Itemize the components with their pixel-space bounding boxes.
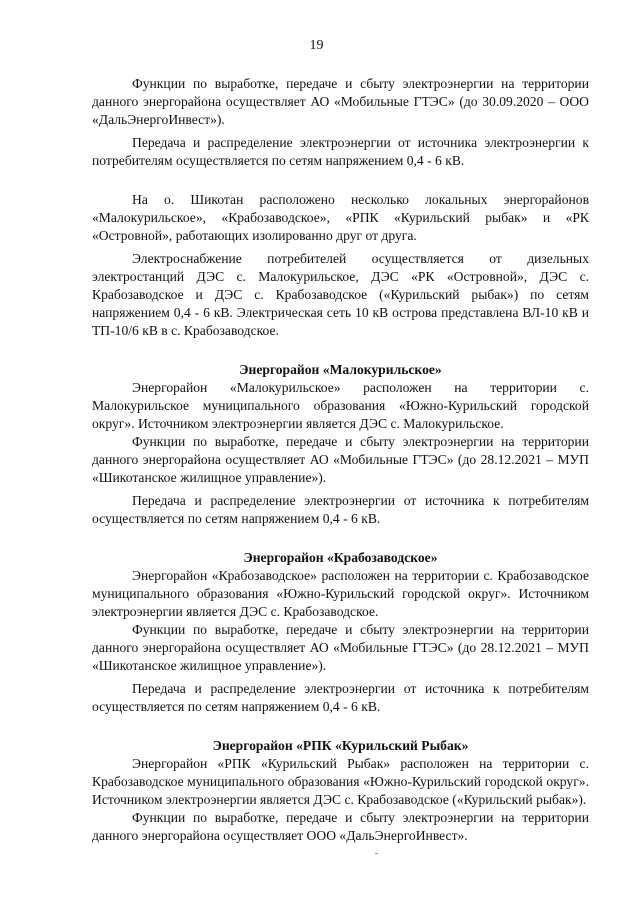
paragraph-malokurilskoe-functions: Функции по выработке, передаче и сбыту электроэнергии на территории данного энергорайона осуществляет АО «Мобильные ГТЭС» (до 28.12.2021 – МУП «Шикотанское жилищное управление»). bbox=[92, 434, 589, 485]
paragraph-krabozavodskoe-location: Энергорайон «Крабозаводское» расположен на территории с. Крабозаводское муниципального образования «Южно-Курильский городской округ». Источником электроэнергии является ДЭС с. Крабозаводское. bbox=[92, 568, 589, 619]
paragraph-malokurilskoe-location: Энергорайон «Малокурильское» расположен на территории с. Малокурильское муниципального образования «Южно-Курильский городской округ». Источником электроэнергии является ДЭС с. Малокурильское. bbox=[92, 380, 589, 431]
paragraph-functions-mobile-gtes-2020: Функции по выработке, передаче и сбыту электроэнергии на территории данного энергорайона осуществляет АО «Мобильные ГТЭС» (до 30.09.2020 – ООО «ДальЭнергоИнвест»). bbox=[92, 76, 589, 127]
page-number: 19 bbox=[309, 38, 324, 53]
paragraph-krabozavodskoe-functions: Функции по выработке, передаче и сбыту электроэнергии на территории данного энергорайона осуществляет АО «Мобильные ГТЭС» (до 28.12.2021 – МУП «Шикотанское жилищное управление»). bbox=[92, 622, 589, 673]
paragraph-krabozavodskoe-transmission: Передача и распределение электроэнергии от источника к потребителям осуществляется по сетям напряжением 0,4 - 6 кВ. bbox=[92, 681, 589, 714]
paragraph-transmission: Передача и распределение электроэнергии от источника электроэнергии к потребителям осуществляется по сетям напряжением 0,4 - 6 кВ. bbox=[92, 135, 589, 168]
section-heading-malokurilskoe: Энергорайон «Малокурильское» bbox=[239, 362, 442, 377]
scan-speck bbox=[375, 853, 378, 854]
section-heading-krabozavodskoe: Энергорайон «Крабозаводское» bbox=[243, 550, 438, 565]
paragraph-shikotan-intro: На о. Шикотан расположено несколько локальных энергорайонов «Малокурильское», «Крабозаводское», «РПК «Курильский рыбак» и «РК «Островной», работающих изолированно друг от друга. bbox=[92, 192, 589, 243]
paragraph-rpk-location: Энергорайон «РПК «Курильский Рыбак» расположен на территории с. Крабозаводское муниципального образования «Южно-Курильский городской округ». Источником электроэнергии является ДЭС с. Крабозаводское («Курильский рыбак»). bbox=[92, 756, 589, 807]
paragraph-power-supply: Электроснабжение потребителей осуществляется от дизельных электростанций ДЭС с. Малокурильское, ДЭС «РК «Островной», ДЭС с. Крабозаводское и ДЭС с. Крабозаводское («Курильский рыбак») по сетям напряжением 0,4 - 6 кВ. Электрическая сеть 10 кВ острова представлена ВЛ-10 кВ и ТП-10/6 кВ в с. Крабозаводское. bbox=[92, 251, 589, 338]
paragraph-rpk-functions: Функции по выработке, передаче и сбыту электроэнергии на территории данного энергорайона осуществляет ООО «ДальЭнергоИнвест». bbox=[92, 810, 589, 843]
document-body bbox=[92, 75, 589, 845]
section-heading-rpk-kurilskiy-rybak: Энергорайон «РПК «Курильский Рыбак» bbox=[212, 738, 469, 753]
paragraph-malokurilskoe-transmission: Передача и распределение электроэнергии от источника к потребителям осуществляется по сетям напряжением 0,4 - 6 кВ. bbox=[92, 493, 589, 526]
